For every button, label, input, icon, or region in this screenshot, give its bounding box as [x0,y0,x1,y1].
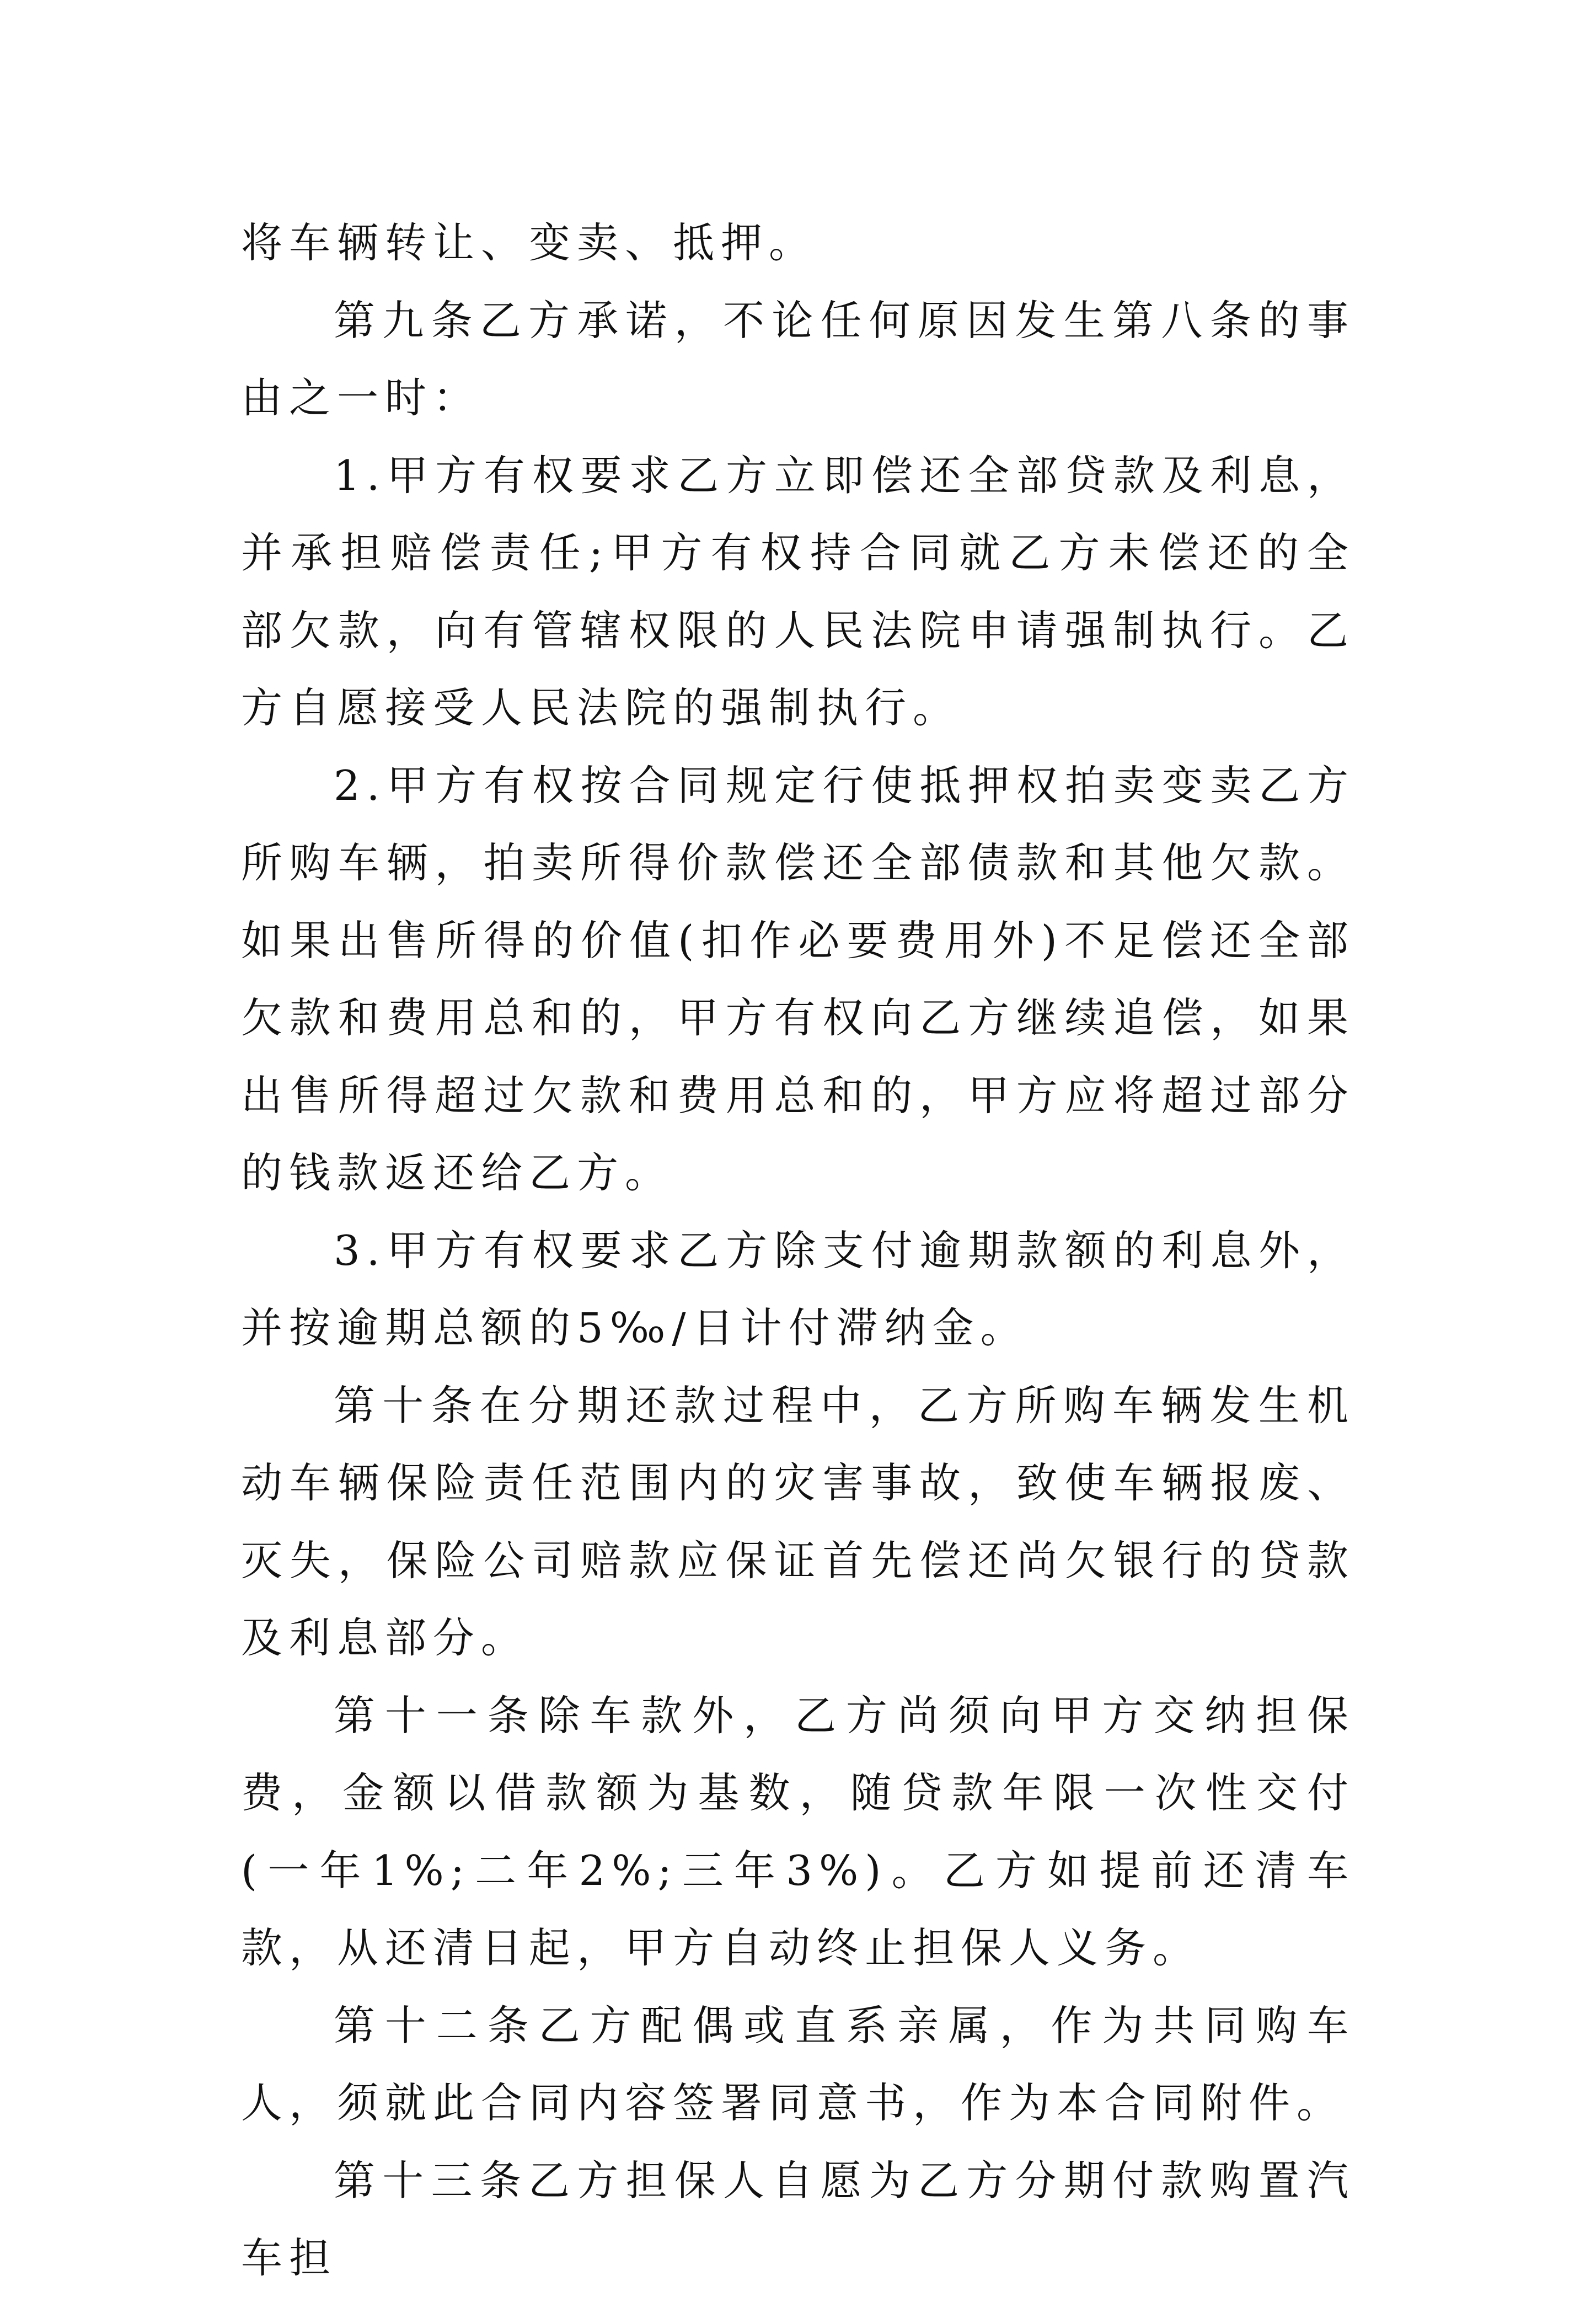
paragraph-article-13: 第十三条乙方担保人自愿为乙方分期付款购置汽车担 [241,2156,1355,2282]
paragraph-item-3: 3.甲方有权要求乙方除支付逾期款额的利息外，并按逾期总额的5‰/日计付滞纳金。 [241,1226,1355,1352]
paragraph-continuation: 将车辆转让、变卖、抵押。 [241,218,817,267]
paragraph-article-10: 第十条在分期还款过程中，乙方所购车辆发生机动车辆保险责任范围内的灾害事故，致使车辆报废、灭失，保险公司赔款应保证首先偿还尚欠银行的贷款及利息部分。 [241,1381,1355,1662]
paragraph-article-12: 第十二条乙方配偶或直系亲属，作为共同购车人，须就此合同内容签署同意书，作为本合同附件。 [241,2001,1355,2127]
paragraph-item-2: 2.甲方有权按合同规定行使抵押权拍卖变卖乙方所购车辆，拍卖所得价款偿还全部债款和其他欠款。如果出售所得的价值(扣作必要费用外)不足偿还全部欠款和费用总和的，甲方有权向乙方继续追偿，如果出售所得超过欠款和费用总和的，甲方应将超过部分的钱款返还给乙方。 [241,761,1355,1197]
document-body [241,204,1355,2297]
paragraph-article-11: 第十一条除车款外，乙方尚须向甲方交纳担保费，金额以借款额为基数，随贷款年限一次性交付(一年1%;二年2%;三年3%)。乙方如提前还清车款，从还清日起，甲方自动终止担保人义务。 [241,1691,1355,1972]
paragraph-article-9: 第九条乙方承诺，不论任何原因发生第八条的事由之一时： [241,296,1355,422]
paragraph-item-1: 1.甲方有权要求乙方立即偿还全部贷款及利息，并承担赔偿责任;甲方有权持合同就乙方未偿还的全部欠款，向有管辖权限的人民法院申请强制执行。乙方自愿接受人民法院的强制执行。 [241,451,1355,732]
